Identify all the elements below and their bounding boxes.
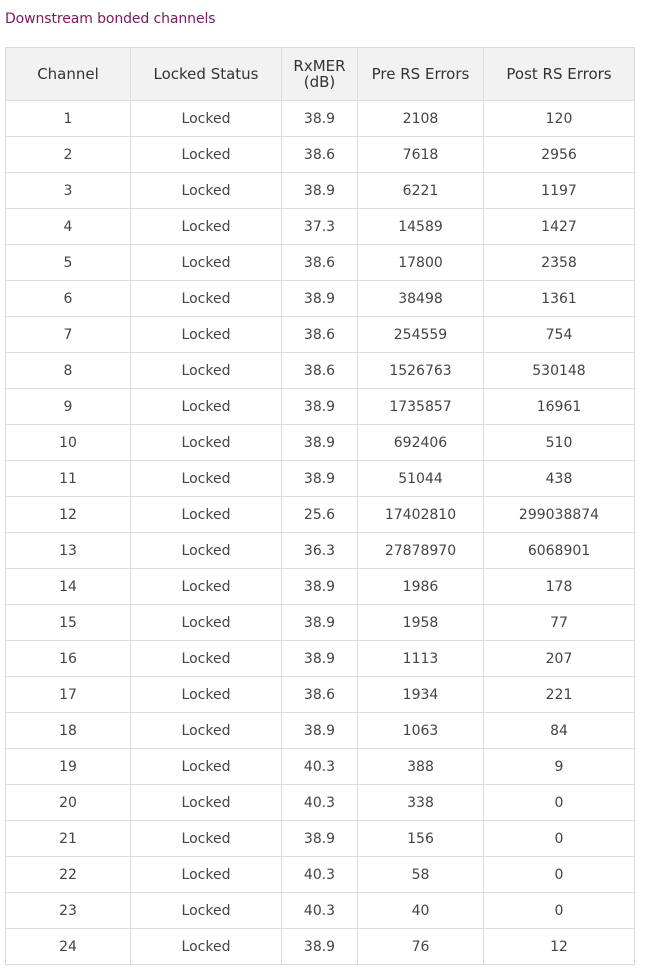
- table-row: [6, 713, 635, 749]
- cell-rxmer: 38.9: [282, 929, 358, 965]
- cell-channel: 3: [6, 173, 131, 209]
- cell-post-rs-errors: 0: [484, 857, 635, 893]
- header-locked-status: Locked Status: [131, 48, 282, 101]
- header-rxmer-label: RxMER: [293, 57, 346, 75]
- cell-pre-rs-errors: 51044: [358, 461, 484, 497]
- cell-pre-rs-errors: 254559: [358, 317, 484, 353]
- table-row: [6, 605, 635, 641]
- cell-rxmer: 38.6: [282, 677, 358, 713]
- table-row: [6, 497, 635, 533]
- cell-channel: 24: [6, 929, 131, 965]
- cell-locked-status: Locked: [131, 137, 282, 173]
- cell-rxmer: 38.9: [282, 605, 358, 641]
- table-row: [6, 137, 635, 173]
- cell-post-rs-errors: 178: [484, 569, 635, 605]
- header-pre-rs-errors: Pre RS Errors: [358, 48, 484, 101]
- cell-pre-rs-errors: 1986: [358, 569, 484, 605]
- cell-pre-rs-errors: 1526763: [358, 353, 484, 389]
- table-row: [6, 425, 635, 461]
- cell-rxmer: 38.9: [282, 821, 358, 857]
- cell-pre-rs-errors: 1934: [358, 677, 484, 713]
- cell-locked-status: Locked: [131, 209, 282, 245]
- cell-rxmer: 38.6: [282, 137, 358, 173]
- cell-locked-status: Locked: [131, 245, 282, 281]
- cell-channel: 23: [6, 893, 131, 929]
- cell-rxmer: 25.6: [282, 497, 358, 533]
- cell-post-rs-errors: 9: [484, 749, 635, 785]
- cell-pre-rs-errors: 17402810: [358, 497, 484, 533]
- cell-locked-status: Locked: [131, 533, 282, 569]
- cell-rxmer: 38.9: [282, 425, 358, 461]
- cell-post-rs-errors: 120: [484, 101, 635, 137]
- table-row: [6, 173, 635, 209]
- cell-channel: 12: [6, 497, 131, 533]
- table-row: [6, 209, 635, 245]
- cell-pre-rs-errors: 388: [358, 749, 484, 785]
- cell-post-rs-errors: 2956: [484, 137, 635, 173]
- cell-pre-rs-errors: 6221: [358, 173, 484, 209]
- cell-rxmer: 38.6: [282, 353, 358, 389]
- cell-locked-status: Locked: [131, 749, 282, 785]
- cell-rxmer: 38.6: [282, 245, 358, 281]
- table-body: [6, 101, 635, 965]
- cell-pre-rs-errors: 1063: [358, 713, 484, 749]
- cell-post-rs-errors: 84: [484, 713, 635, 749]
- table-row: [6, 533, 635, 569]
- cell-post-rs-errors: 207: [484, 641, 635, 677]
- cell-channel: 4: [6, 209, 131, 245]
- cell-pre-rs-errors: 14589: [358, 209, 484, 245]
- downstream-channels-table-wrapper: [5, 47, 635, 965]
- cell-post-rs-errors: 1361: [484, 281, 635, 317]
- cell-pre-rs-errors: 2108: [358, 101, 484, 137]
- cell-pre-rs-errors: 40: [358, 893, 484, 929]
- cell-rxmer: 40.3: [282, 749, 358, 785]
- cell-locked-status: Locked: [131, 353, 282, 389]
- cell-locked-status: Locked: [131, 497, 282, 533]
- cell-locked-status: Locked: [131, 461, 282, 497]
- cell-locked-status: Locked: [131, 281, 282, 317]
- cell-pre-rs-errors: 17800: [358, 245, 484, 281]
- cell-post-rs-errors: 77: [484, 605, 635, 641]
- cell-channel: 15: [6, 605, 131, 641]
- cell-locked-status: Locked: [131, 317, 282, 353]
- cell-pre-rs-errors: 58: [358, 857, 484, 893]
- cell-channel: 16: [6, 641, 131, 677]
- cell-channel: 14: [6, 569, 131, 605]
- cell-locked-status: Locked: [131, 641, 282, 677]
- header-rxmer: [282, 48, 358, 101]
- cell-channel: 17: [6, 677, 131, 713]
- cell-rxmer: 38.9: [282, 641, 358, 677]
- cell-channel: 9: [6, 389, 131, 425]
- cell-channel: 19: [6, 749, 131, 785]
- cell-rxmer: 37.3: [282, 209, 358, 245]
- downstream-channels-table: [5, 47, 635, 965]
- table-row: [6, 677, 635, 713]
- cell-channel: 21: [6, 821, 131, 857]
- table-row: [6, 641, 635, 677]
- table-row: [6, 353, 635, 389]
- cell-rxmer: 38.9: [282, 569, 358, 605]
- cell-post-rs-errors: 6068901: [484, 533, 635, 569]
- cell-pre-rs-errors: 156: [358, 821, 484, 857]
- table-row: [6, 749, 635, 785]
- cell-channel: 10: [6, 425, 131, 461]
- header-channel: Channel: [6, 48, 131, 101]
- table-row: [6, 821, 635, 857]
- header-rxmer-unit: (dB): [303, 73, 336, 91]
- cell-post-rs-errors: 1427: [484, 209, 635, 245]
- cell-locked-status: Locked: [131, 569, 282, 605]
- table-row: [6, 317, 635, 353]
- cell-pre-rs-errors: 338: [358, 785, 484, 821]
- cell-post-rs-errors: 12: [484, 929, 635, 965]
- cell-locked-status: Locked: [131, 821, 282, 857]
- cell-channel: 18: [6, 713, 131, 749]
- header-post-rs-errors: Post RS Errors: [484, 48, 635, 101]
- cell-rxmer: 38.9: [282, 101, 358, 137]
- cell-locked-status: Locked: [131, 101, 282, 137]
- cell-pre-rs-errors: 692406: [358, 425, 484, 461]
- cell-post-rs-errors: 754: [484, 317, 635, 353]
- table-row: [6, 569, 635, 605]
- cell-locked-status: Locked: [131, 929, 282, 965]
- table-row: [6, 389, 635, 425]
- cell-post-rs-errors: 0: [484, 785, 635, 821]
- cell-channel: 20: [6, 785, 131, 821]
- cell-rxmer: 36.3: [282, 533, 358, 569]
- cell-channel: 8: [6, 353, 131, 389]
- cell-pre-rs-errors: 76: [358, 929, 484, 965]
- cell-rxmer: 38.9: [282, 173, 358, 209]
- table-row: [6, 245, 635, 281]
- cell-pre-rs-errors: 27878970: [358, 533, 484, 569]
- cell-channel: 5: [6, 245, 131, 281]
- table-header: [6, 48, 635, 101]
- cell-locked-status: Locked: [131, 173, 282, 209]
- cell-post-rs-errors: 1197: [484, 173, 635, 209]
- cell-post-rs-errors: 221: [484, 677, 635, 713]
- section-title: Downstream bonded channels: [5, 11, 216, 27]
- cell-channel: 22: [6, 857, 131, 893]
- cell-locked-status: Locked: [131, 425, 282, 461]
- cell-locked-status: Locked: [131, 677, 282, 713]
- cell-channel: 13: [6, 533, 131, 569]
- cell-post-rs-errors: 438: [484, 461, 635, 497]
- cell-rxmer: 38.9: [282, 713, 358, 749]
- cell-rxmer: 38.9: [282, 389, 358, 425]
- cell-locked-status: Locked: [131, 785, 282, 821]
- table-row: [6, 461, 635, 497]
- cell-locked-status: Locked: [131, 893, 282, 929]
- cell-locked-status: Locked: [131, 389, 282, 425]
- header-row: [6, 48, 635, 101]
- table-row: [6, 101, 635, 137]
- table-row: [6, 929, 635, 965]
- table-row: [6, 857, 635, 893]
- cell-post-rs-errors: 2358: [484, 245, 635, 281]
- cell-post-rs-errors: 510: [484, 425, 635, 461]
- cell-rxmer: 40.3: [282, 893, 358, 929]
- cell-post-rs-errors: 299038874: [484, 497, 635, 533]
- cell-rxmer: 38.9: [282, 281, 358, 317]
- cell-rxmer: 40.3: [282, 857, 358, 893]
- table-row: [6, 281, 635, 317]
- cell-rxmer: 40.3: [282, 785, 358, 821]
- cell-post-rs-errors: 16961: [484, 389, 635, 425]
- cell-pre-rs-errors: 38498: [358, 281, 484, 317]
- table-row: [6, 893, 635, 929]
- table-row: [6, 785, 635, 821]
- cell-pre-rs-errors: 1113: [358, 641, 484, 677]
- cell-channel: 2: [6, 137, 131, 173]
- cell-pre-rs-errors: 1735857: [358, 389, 484, 425]
- cell-post-rs-errors: 530148: [484, 353, 635, 389]
- cell-pre-rs-errors: 1958: [358, 605, 484, 641]
- cell-locked-status: Locked: [131, 857, 282, 893]
- cell-channel: 11: [6, 461, 131, 497]
- cell-locked-status: Locked: [131, 713, 282, 749]
- cell-rxmer: 38.9: [282, 461, 358, 497]
- cell-locked-status: Locked: [131, 605, 282, 641]
- cell-post-rs-errors: 0: [484, 893, 635, 929]
- cell-post-rs-errors: 0: [484, 821, 635, 857]
- cell-pre-rs-errors: 7618: [358, 137, 484, 173]
- cell-channel: 1: [6, 101, 131, 137]
- cell-channel: 7: [6, 317, 131, 353]
- cell-channel: 6: [6, 281, 131, 317]
- cell-rxmer: 38.6: [282, 317, 358, 353]
